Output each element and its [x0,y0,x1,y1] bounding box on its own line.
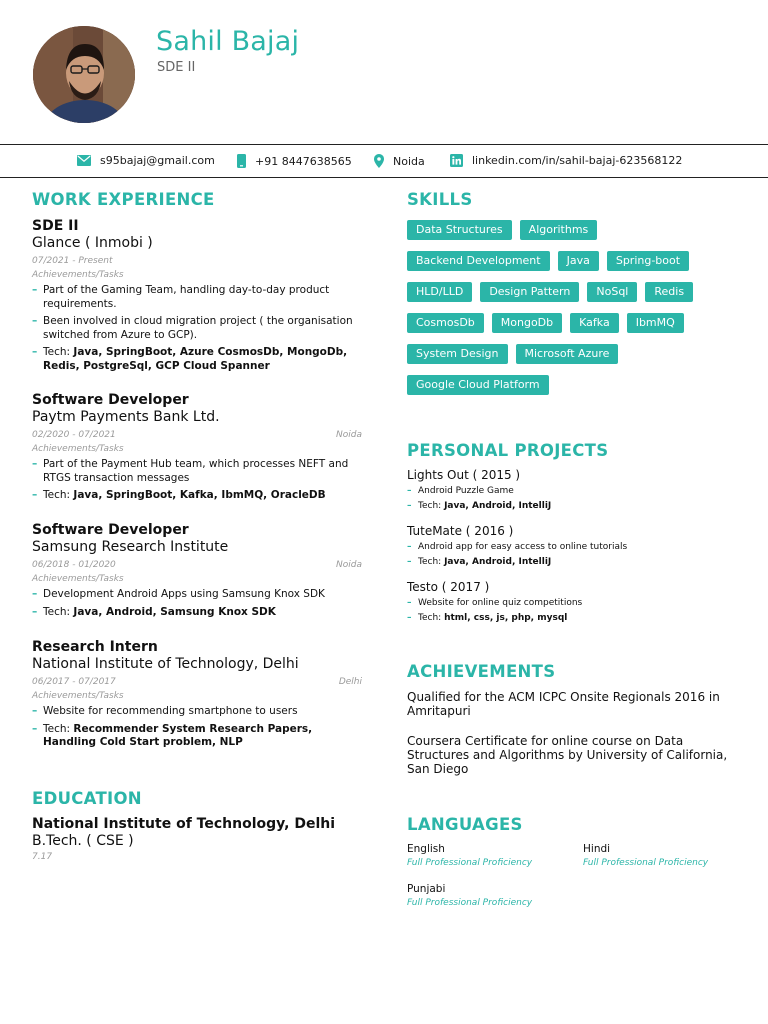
skill-tag: Data Structures [407,220,512,240]
location-text: Noida [393,154,425,168]
job-tech-prefix: Tech: [43,605,74,618]
skills-list [407,220,737,406]
project-entry [407,524,737,569]
language-level: Full Professional Proficiency [583,858,709,868]
skill-tag: Google Cloud Platform [407,375,549,395]
language-level: Full Professional Proficiency [407,858,533,868]
job-entry [32,392,362,507]
profile-photo [33,26,135,123]
skill-tag: MongoDb [492,313,562,333]
project-tech [407,499,737,514]
skill-tag: Kafka [570,313,619,333]
job-meta [32,559,362,571]
project-description: – Android Puzzle Game [407,484,737,499]
education-entry [32,816,362,862]
skill-tag: Spring-boot [607,251,689,271]
skill-tag: NoSql [587,282,637,302]
location-icon [374,154,384,168]
job-bullet: – Part of the Payment Hub team, which processes NEFT and RTGS transaction messages [32,458,362,485]
job-bullets [32,705,362,750]
skills-row [407,344,737,364]
languages-heading: LANGUAGES [407,815,523,834]
skill-tag: Design Pattern [480,282,579,302]
job-tech-prefix: Tech: [43,346,74,358]
skill-tag: HLD/LLD [407,282,472,302]
job-bullet: – Been involved in cloud migration project ( the organisation switched from Azure to GCP). [32,315,362,342]
linkedin-text: linkedin.com/in/sahil-bajaj-623568122 [472,154,683,167]
job-company: Paytm Payments Bank Ltd. [32,409,220,425]
achievement-item: Coursera Certificate for online course on Data Structures and Algorithms by University of California, San Diego [407,734,728,776]
job-location: Noida [336,560,362,570]
job-tech-list: Java, SpringBoot, Kafka, IbmMQ, OracleDB [73,489,326,501]
job-bullets [32,284,362,373]
contact-linkedin[interactable] [450,154,682,167]
achievement-item: Qualified for the ACM ICPC Onsite Regionals 2016 in Amritapuri [407,690,720,718]
job-meta [32,429,362,441]
email-icon [77,155,91,166]
job-tech-list: Java, SpringBoot, Azure CosmosDb, MongoDb, Redis, PostgreSql, GCP Cloud Spanner [43,346,348,372]
project-tech-list: html, css, js, php, mysql [444,612,568,623]
education-degree: B.Tech. ( CSE ) [32,833,134,849]
project-description: – Website for online quiz competitions [407,596,737,611]
skill-tag: IbmMQ [627,313,684,333]
project-tech-prefix: Tech: [418,556,445,567]
project-tech [407,611,737,626]
skills-row [407,251,737,271]
language-name: Hindi [583,843,611,855]
job-dates: 07/2021 - Present [32,256,113,266]
project-tech-prefix: Tech: [418,612,445,623]
job-title: Software Developer [32,392,189,408]
job-bullet: – Part of the Gaming Team, handling day-to-day product requirements. [32,284,362,311]
project-tech-list: Java, Android, IntelliJ [444,500,552,511]
education-score: 7.17 [32,852,53,862]
job-location: Delhi [338,677,362,687]
job-tasks-label: Achievements/Tasks [32,574,124,584]
language-level: Full Professional Proficiency [407,898,533,908]
job-tech-list: Java, Android, Samsung Knox SDK [73,605,276,618]
contact-phone[interactable] [237,154,352,168]
job-title: Software Developer [32,522,189,538]
skills-heading: SKILLS [407,190,473,209]
project-description: – Android app for easy access to online tutorials [407,540,737,555]
language-entry [583,843,708,870]
job-tech-list: Recommender System Research Papers, Handling Cold Start problem, NLP [43,722,313,748]
skills-row [407,313,737,333]
project-title: TuteMate ( 2016 ) [407,524,514,538]
language-name: Punjabi [407,883,446,895]
linkedin-icon [450,154,463,167]
skill-tag: Java [558,251,599,271]
job-tech [32,606,362,620]
profile-photo-image [33,26,135,123]
job-bullet: – Development Android Apps using Samsung Knox SDK [32,588,362,602]
contact-bar [0,144,768,178]
language-entry [407,883,532,910]
job-dates: 06/2017 - 07/2017 [32,677,116,687]
skill-tag: System Design [407,344,508,364]
education-school: National Institute of Technology, Delhi [32,816,336,832]
skills-row [407,282,737,302]
job-title: Research Intern [32,639,158,655]
job-entry [32,218,362,377]
work-experience-heading: WORK EXPERIENCE [32,190,215,209]
skill-tag: Redis [645,282,693,302]
job-tasks-label: Achievements/Tasks [32,691,124,701]
skill-tag: Microsoft Azure [516,344,619,364]
job-tech [32,346,362,373]
project-entry [407,580,737,625]
job-dates: 02/2020 - 07/2021 [32,430,116,440]
phone-text: +91 8447638565 [255,154,352,168]
job-meta [32,255,362,267]
achievements-heading: ACHIEVEMENTS [407,662,556,681]
job-company: Glance ( Inmobi ) [32,235,153,251]
project-bullets [407,484,737,513]
job-entry [32,522,362,623]
job-meta [32,676,362,688]
email-text: s95bajaj@gmail.com [100,154,215,167]
job-bullets [32,458,362,503]
education-heading: EDUCATION [32,789,142,808]
project-bullets [407,596,737,625]
skills-row [407,220,737,240]
job-tasks-label: Achievements/Tasks [32,444,124,454]
job-tech [32,723,362,750]
job-tech-prefix: Tech: [43,722,74,735]
project-bullets [407,540,737,569]
candidate-role: SDE II [157,60,196,75]
job-tech [32,489,362,503]
job-company: Samsung Research Institute [32,539,229,555]
job-entry [32,639,362,754]
job-bullet: – Website for recommending smartphone to users [32,705,362,719]
project-title: Testo ( 2017 ) [407,580,490,594]
job-title: SDE II [32,218,79,234]
projects-heading: PERSONAL PROJECTS [407,441,609,460]
contact-email[interactable] [77,154,215,167]
skills-row [407,375,737,395]
language-name: English [407,843,445,855]
skill-tag: CosmosDb [407,313,484,333]
project-tech [407,555,737,570]
job-tech-prefix: Tech: [43,489,74,501]
skill-tag: Backend Development [407,251,550,271]
job-company: National Institute of Technology, Delhi [32,656,299,672]
phone-icon [237,154,246,168]
job-tasks-label: Achievements/Tasks [32,270,124,280]
project-tech-prefix: Tech: [418,500,445,511]
skill-tag: Algorithms [520,220,598,240]
contact-location [374,154,425,168]
job-dates: 06/2018 - 01/2020 [32,560,116,570]
project-title: Lights Out ( 2015 ) [407,468,521,482]
job-bullets [32,588,362,619]
candidate-name: Sahil Bajaj [156,26,300,57]
job-location: Noida [336,430,362,440]
project-tech-list: Java, Android, IntelliJ [444,556,552,567]
project-entry [407,468,737,513]
language-entry [407,843,532,870]
